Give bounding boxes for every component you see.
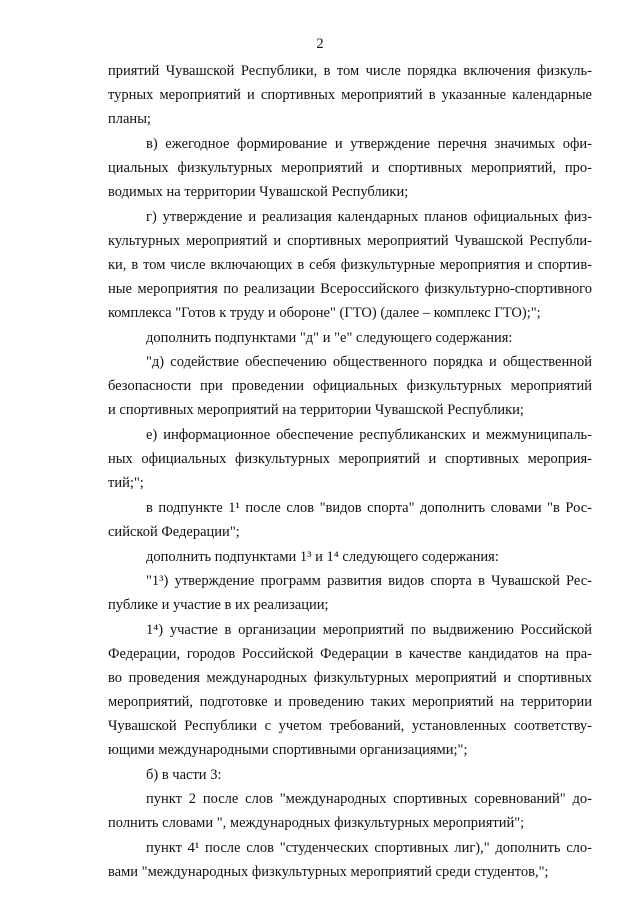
text-line: дополнить подпунктами "д" и "е" следующего содержания: xyxy=(146,330,513,346)
text-line: "д) содействие обеспечению общественного порядка и общественной xyxy=(146,354,592,370)
text-line: приятий Чувашской Республики, в том числе порядка включения физкуль- xyxy=(108,63,592,79)
text-line: "1³) утверждение программ развития видов спорта в Чувашской Рес- xyxy=(146,573,592,589)
text-line: б) в части 3: xyxy=(146,767,222,783)
page-number: 2 xyxy=(316,36,324,52)
text-line: вами "международных физкультурных мероприятий среди студентов,"; xyxy=(108,864,549,880)
text-line: безопасности при проведении официальных физкультурных мероприятий xyxy=(108,378,592,394)
text-line: Чувашской Республики с учетом требований, установленных соответству- xyxy=(108,718,592,734)
text-line: пункт 2 после слов "международных спортивных соревнований" до- xyxy=(146,791,592,807)
text-line: планы; xyxy=(108,111,151,127)
text-line: турных мероприятий и спортивных мероприятий в указанные календарные xyxy=(108,87,592,103)
text-line: ющими международными спортивными организациями;"; xyxy=(108,742,468,758)
text-line: культурных мероприятий и спортивных мероприятий Чувашской Республи- xyxy=(108,233,592,249)
text-line: комплекса "Готов к труду и обороне" (ГТО) (далее – комплекс ГТО);"; xyxy=(108,305,541,321)
text-line: в подпункте 1¹ после слов "видов спорта" дополнить словами "в Рос- xyxy=(146,500,592,516)
text-line: циальных физкультурных мероприятий и спортивных мероприятий, про- xyxy=(108,160,592,176)
text-line: сийской Федерации"; xyxy=(108,524,240,540)
text-line: ки, в том числе включающих в себя физкультурные мероприятия и спортив- xyxy=(108,257,592,273)
text-line: в) ежегодное формирование и утверждение перечня значимых офи- xyxy=(146,136,592,152)
text-line: дополнить подпунктами 1³ и 1⁴ следующего содержания: xyxy=(146,549,499,565)
text-line: публике и участие в их реализации; xyxy=(108,597,329,613)
text-line: 1⁴) участие в организации мероприятий по выдвижению Российской xyxy=(146,622,592,638)
text-line: мероприятий, подготовке и проведению таких мероприятий на территории xyxy=(108,694,592,710)
text-line: тий;"; xyxy=(108,475,144,491)
text-line: водимых на территории Чувашской Республики; xyxy=(108,184,409,200)
text-line: г) утверждение и реализация календарных планов официальных физ- xyxy=(146,209,592,225)
text-line: е) информационное обеспечение республиканских и межмуниципаль- xyxy=(146,427,592,443)
text-line: ных официальных физкультурных мероприятий и спортивных мероприя- xyxy=(108,451,592,467)
text-line: ные мероприятия по реализации Всероссийского физкультурно-спортивного xyxy=(108,281,592,297)
text-line: во проведения международных физкультурных мероприятий и спортивных xyxy=(108,670,592,686)
text-line: полнить словами ", международных физкультурных мероприятий"; xyxy=(108,815,525,831)
text-line: и спортивных мероприятий на территории Чувашской Республики; xyxy=(108,402,524,418)
text-line: пункт 4¹ после слов "студенческих спортивных лиг)," дополнить сло- xyxy=(146,840,592,856)
text-line: Федерации, городов Российской Федерации в качестве кандидатов на пра- xyxy=(108,646,592,662)
